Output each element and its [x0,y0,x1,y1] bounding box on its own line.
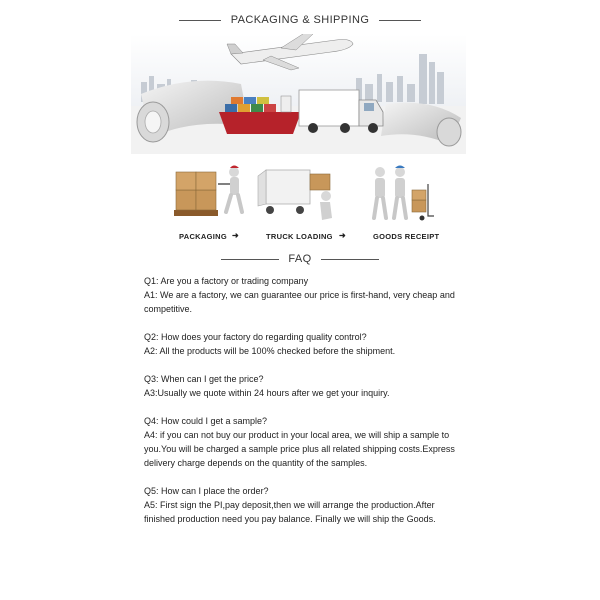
step-label-goods-receipt: GOODS RECEIPT [373,232,440,241]
truck-loading-illustration [258,170,332,220]
packaging-shipping-title [0,14,600,26]
faq-answer: A2: All the products will be 100% checked before the shipment. [144,346,396,356]
faq-question: Q5: How can I place the order? [144,486,269,496]
step-arrow-icon: ➜ [339,231,346,240]
faq-item [144,330,464,358]
faq-answer: A5: First sign the PI,pay deposit,then we will arrange the production.After finished production need you pay balance. Finally we will ship the Goods. [144,500,436,524]
packaging-shipping-label: PACKAGING & SHIPPING [230,14,370,27]
faq-item [144,372,464,400]
goods-receipt-illustration [374,166,434,221]
packaging-illustration [174,166,242,217]
title-rule-right [379,20,421,21]
faq-item [144,414,464,470]
title-rule-left [221,259,279,260]
cargo-ship [219,96,301,134]
step-label-packaging: PACKAGING [179,232,227,241]
faq-answer: A3:Usually we quote within 24 hours after we get your inquiry. [144,388,390,398]
faq-answer: A4: if you can not buy our product in your local area, we will ship a sample to you.You will be charged a sample price plus all related shipping costs.Express delivery charge depends on the quantity of the samples. [144,430,455,468]
roll-end-right [437,118,461,146]
faq-label: FAQ [288,253,312,266]
faq-answer: A1: We are a factory, we can guarantee our price is first-hand, very cheap and competitive. [144,290,455,314]
faq-question: Q3: When can I get the price? [144,374,264,384]
shipping-banner-image [131,34,466,154]
faq-question: Q1: Are you a factory or trading company [144,276,309,286]
step-arrow-icon: ➜ [232,231,239,240]
title-rule-left [179,20,221,21]
faq-question: Q2: How does your factory do regarding quality control? [144,332,367,342]
step-label-truck-loading: TRUCK LOADING [266,232,333,241]
faq-question: Q4: How could I get a sample? [144,416,268,426]
faq-item [144,484,464,526]
faq-list [144,274,464,540]
faq-title [0,253,600,265]
faq-item [144,274,464,316]
title-rule-right [321,259,379,260]
